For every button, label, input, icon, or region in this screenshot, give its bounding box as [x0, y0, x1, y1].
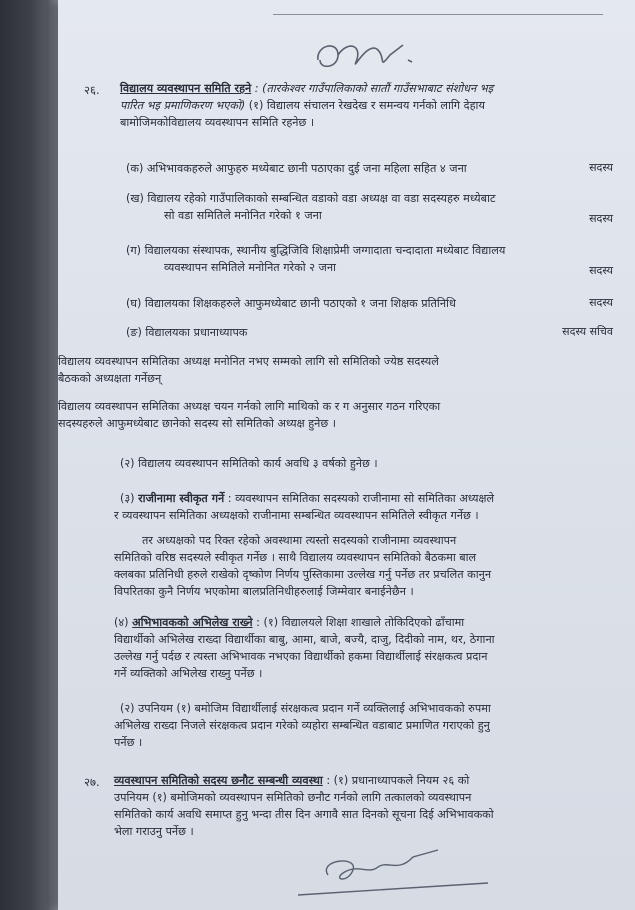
sub4-heading: अभिभावकको अभिलेख राख्ने — [132, 616, 253, 629]
section-26-heading: विद्यालय व्यवस्थापन समिति रहने — [120, 82, 252, 95]
list-item-ga-line2: व्यवस्थापन समितिले मनोनित गरेको २ जना — [164, 261, 336, 274]
intro-italic-2: पारित भइ प्रमाणिकरण भएको) — [120, 99, 246, 112]
role-ka: सदस्य — [589, 161, 613, 174]
para-c-line2: समितिको वरिष्ठ सदस्यले स्वीकृत गर्नेछ । साथै विद्यालय व्यवस्थापन समितिको बैठकमा बाल — [114, 551, 477, 564]
section-27-line3: समितिको कार्य अवधि समाप्त हुनु भन्दा तीस दिन अगावै सात दिनको सूचना दिई अभिभावकको — [114, 808, 494, 821]
para-b-line2: सदस्यहरुले आफुमध्येबाट छानेको सदस्य सो समितिको अध्यक्ष हुनेछ । — [58, 417, 337, 430]
sub4b-line1: (२) उपनियम (१) बमोजिम विद्यार्थीलाई संरक्षकत्व प्रदान गर्ने व्यक्तिलाई अभिभावकको रुपमा — [120, 702, 491, 715]
list-item-gha — [126, 295, 616, 312]
list-item-kha-line2: सो वडा समितिले मनोनित गरेको १ जना — [164, 209, 322, 222]
subsection-4 — [114, 614, 624, 682]
handwritten-page-number — [308, 20, 458, 80]
subsection-4-2 — [114, 700, 624, 751]
para-c-line1: तर अध्यक्षको पद रिक्त रहेको अवस्थामा त्यस्तो सदस्यको राजीनामा व्यवस्थापन — [142, 534, 457, 547]
para-b-line1: विद्यालय व्यवस्थापन समितिका अध्यक्ष चयन गर्नको लागि माथिको क र ग अनुसार गठन गरिएका — [58, 400, 441, 413]
list-item-ga — [126, 242, 616, 276]
intro-text-1: (१) विद्यालय संचालन रेखदेख र समन्वय गर्नको लागि देहाय — [245, 99, 485, 112]
section-26-number: २६. — [84, 83, 100, 97]
list-item-nga — [126, 324, 616, 341]
list-item-gha-text: (घ) विद्यालयका शिक्षकहरुले आफुमध्येबाट छानी पठाएको १ जना शिक्षक प्रतिनिधि — [126, 297, 456, 310]
sub4-prefix: (४) — [114, 616, 133, 629]
section-27-number: २७. — [84, 775, 100, 789]
paragraph-chair-selection — [58, 398, 623, 432]
sub3-prefix: (३) — [120, 492, 139, 505]
para-c-line3: क्लबका प्रतिनिधी हरुले राखेको दृष्कोण निर्णय पुस्तिकामा उल्लेख गर्नु पर्नेछ तर प्रचलित कानुन — [114, 568, 492, 581]
list-item-ga-line1: (ग) विद्यालयका संस्थापक, स्थानीय बुद्धिजिवि शिक्षाप्रेमी जग्गादाता चन्दादाता मध्येबाट विद्यालय — [126, 244, 506, 257]
intro-text-2: बामोजिमकोविद्यालय व्यवस्थापन समिति रहनेछ । — [120, 116, 315, 129]
para-a-line2: बैठकको अध्यक्षता गर्नेछन् — [58, 372, 162, 385]
paragraph-proviso — [114, 532, 624, 600]
para-c-line4: विपरितका कुनै निर्णय भएकोमा बालप्रतिनिधीहरुलाई जिम्मेवार बनाईनेछैन । — [114, 585, 414, 598]
role-kha: सदस्य — [589, 212, 613, 225]
section-27-line1: : (१) प्रधानाध्यापकले नियम २६ को — [322, 774, 470, 787]
sub4-line1: : (१) विद्यालयले शिक्षा शाखाले तोकिदिएको ढाँचामा — [252, 616, 465, 629]
section-27-line2: उपनियम (१) बमोजिमको व्यवस्थापन समितिको छनौट गर्नको लागि तत्कालको व्यवस्थापन — [114, 791, 472, 804]
subsection-3 — [114, 490, 625, 524]
list-item-kha — [126, 190, 616, 224]
section-27-heading: व्यवस्थापन समितिको सदस्य छनौट सम्बन्धी व्यवस्था — [114, 774, 323, 787]
subsection-2: (२) विद्यालय व्यवस्थापन समितिको कार्य अवधि ३ वर्षको हुनेछ । — [120, 457, 378, 470]
header-rule — [273, 14, 603, 15]
section-27-line4: भेला गराउनु पर्नेछ । — [114, 825, 194, 838]
role-ga: सदस्य — [589, 264, 613, 277]
list-item-ka-text: (क) अभिभावकहरुले आफुहरु मध्येबाट छानी पठाएका दुई जना महिला सहित ४ जना — [126, 162, 467, 175]
list-item-ka — [126, 160, 616, 177]
sub3-line1: : व्यवस्थापन समितिका सदस्यको राजीनामा सो समितिका अध्यक्षले — [224, 492, 495, 505]
intro-italic-1: : (तारकेश्वर गाउँपालिकाको सातौं गाउँसभाबाट संशोधन भइ — [251, 82, 494, 95]
sub4-line3: उल्लेख गर्नु पर्दछ र त्यस्ता अभिभावक नभएका विद्यार्थीको हकमा विद्यार्थीलाई संरक्षकत्व प्रदान — [114, 650, 488, 663]
sub4-line2: विद्यार्थीको अभिलेख राख्दा विद्यार्थीका बाबु, आमा, बाजे, बज्यै, दाजु, दिदीको नाम, थर, ठेगाना — [114, 633, 495, 646]
para-a-line1: विद्यालय व्यवस्थापन समितिका अध्यक्ष मनोनित नभए सम्मको लागि सो समितिको ज्येष्ठ सदस्यले — [58, 355, 439, 368]
section-27-body — [114, 772, 624, 840]
document-page — [58, 0, 635, 910]
role-gha: सदस्य — [589, 296, 613, 309]
sub3-heading: राजीनामा स्वीकृत गर्ने — [138, 492, 225, 505]
section-26-intro — [120, 80, 620, 131]
signature-scribble — [288, 845, 508, 905]
list-item-nga-text: (ङ) विद्यालयका प्रधानाध्यापक — [126, 326, 248, 339]
role-nga: सदस्य सचिव — [562, 325, 613, 338]
paragraph-chair-acting — [58, 353, 623, 387]
list-item-kha-line1: (ख) विद्यालय रहेको गाउँपालिकाको सम्बन्धित वडाको वडा अध्यक्ष वा वडा सदस्यहरु मध्येबाट — [126, 192, 496, 205]
sub4b-line3: पर्नेछ । — [114, 736, 143, 749]
sub3-line2: र व्यवस्थापन समितिका अध्यक्षको राजीनामा सम्बन्धित व्यवस्थापन समितिले स्वीकृत गर्नेछ । — [114, 509, 479, 522]
sub4-line4: गर्ने व्यक्तिको अभिलेख राख्नु पर्नेछ । — [114, 667, 263, 680]
sub4b-line2: अभिलेख राख्दा निजले संरक्षकत्व प्रदान गरेको व्यहोरा सम्बन्धित वडाबाट प्रमाणित गराएको हुनु — [114, 719, 490, 732]
